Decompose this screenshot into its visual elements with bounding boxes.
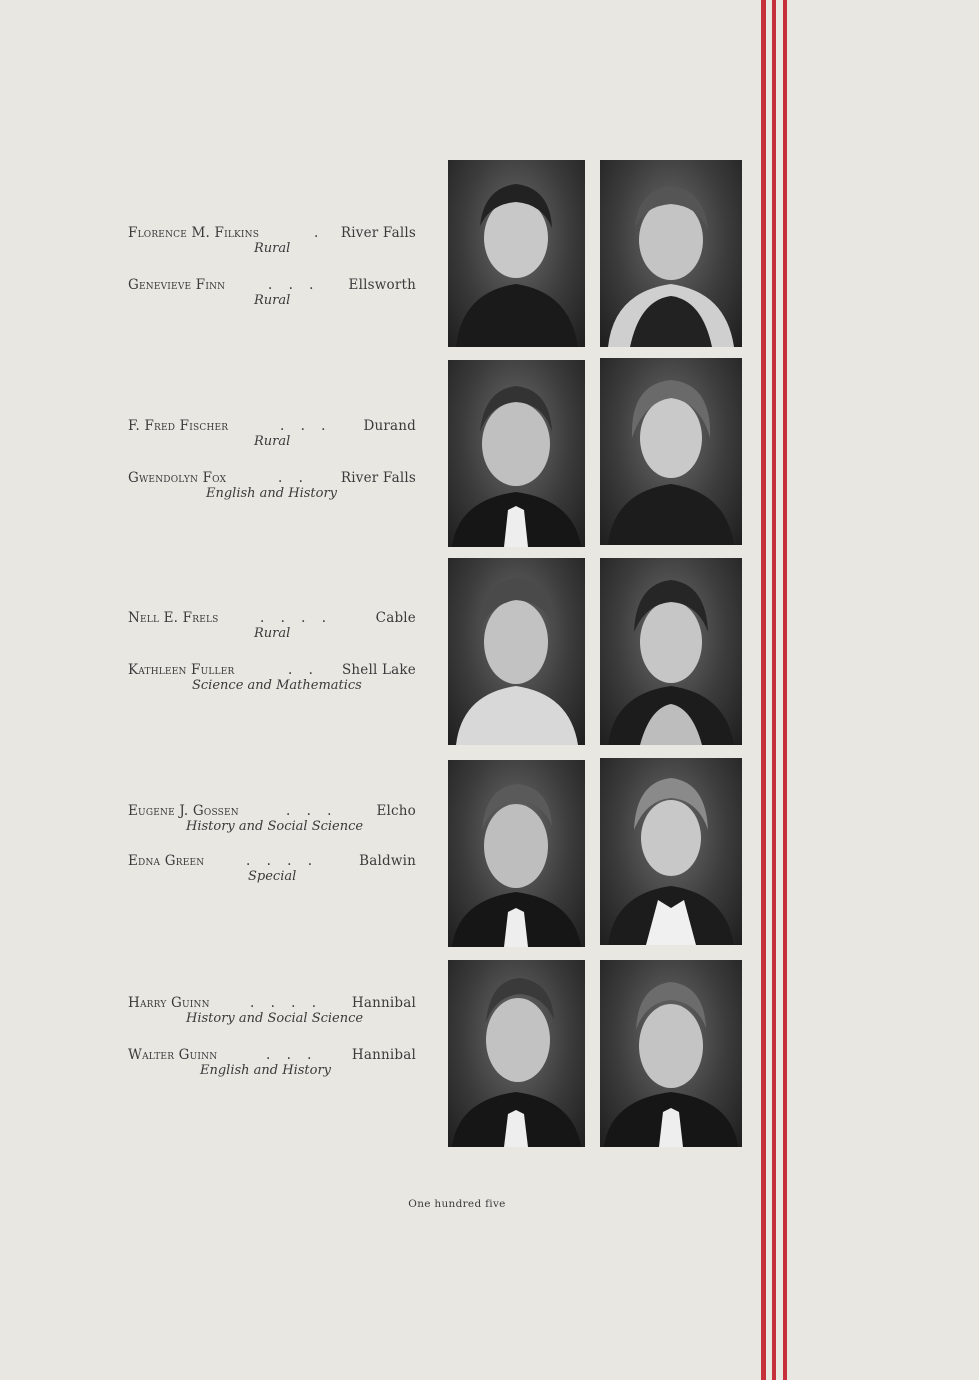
leader-dots: . . . [286, 803, 338, 819]
red-border-stripe-1 [761, 0, 766, 1380]
student-course: Rural [254, 434, 291, 449]
student-entry [128, 225, 416, 256]
portrait-photo [448, 760, 585, 947]
leader-dots: . . . [280, 418, 332, 434]
student-hometown: Ellsworth [348, 277, 416, 293]
student-course: English and History [206, 486, 338, 501]
student-hometown: Shell Lake [341, 662, 416, 678]
student-name: Florence M. Filkins [128, 225, 260, 241]
student-hometown: Hannibal [351, 995, 416, 1011]
leader-dots: . . . . [246, 853, 319, 869]
portrait-photo [448, 558, 585, 745]
student-entry [128, 853, 416, 884]
student-course: Rural [254, 626, 291, 641]
student-hometown: Hannibal [351, 1047, 416, 1063]
leader-dots: . . . [266, 1047, 318, 1063]
student-course: Science and Mathematics [192, 678, 362, 693]
student-name: Harry Guinn [128, 995, 210, 1011]
student-name: Edna Green [128, 853, 205, 869]
student-hometown: Elcho [376, 803, 416, 819]
student-entry [128, 803, 416, 834]
portrait-photo [600, 558, 742, 745]
student-entry [128, 662, 416, 693]
student-entry [128, 1047, 416, 1078]
student-course: History and Social Science [186, 819, 364, 834]
student-hometown: Cable [375, 610, 416, 626]
portrait-photo [600, 960, 742, 1147]
leader-dots: . . [288, 662, 319, 678]
student-name: F. Fred Fischer [128, 418, 229, 434]
page-number: One hundred five [408, 1198, 506, 1210]
leader-dots: . [314, 225, 325, 241]
student-hometown: Baldwin [359, 853, 416, 869]
student-name: Eugene J. Gossen [128, 803, 239, 819]
leader-dots: . . . . [250, 995, 323, 1011]
student-entry [128, 610, 416, 641]
student-course: Special [248, 869, 297, 884]
leader-dots: . . . [268, 277, 320, 293]
leader-dots: . . [278, 470, 309, 486]
student-name: Walter Guinn [128, 1047, 218, 1063]
red-border-stripe-2 [772, 0, 776, 1380]
student-hometown: River Falls [340, 470, 416, 486]
portrait-photo [600, 358, 742, 545]
student-name: Genevieve Finn [128, 277, 226, 293]
portrait-photo [448, 160, 585, 347]
student-name: Nell E. Frels [128, 610, 219, 626]
portrait-photo [448, 360, 585, 547]
student-hometown: Durand [363, 418, 416, 434]
student-entry [128, 277, 416, 308]
student-course: English and History [200, 1063, 332, 1078]
leader-dots: . . . . [260, 610, 333, 626]
portrait-photo [600, 758, 742, 945]
student-entry [128, 470, 416, 501]
student-course: Rural [254, 293, 291, 308]
student-name: Gwendolyn Fox [128, 470, 227, 486]
student-name: Kathleen Fuller [128, 662, 235, 678]
student-course: Rural [254, 241, 291, 256]
student-course: History and Social Science [186, 1011, 364, 1026]
student-entry [128, 418, 416, 449]
student-entry [128, 995, 416, 1026]
portrait-photo [600, 160, 742, 347]
portrait-photo [448, 960, 585, 1147]
red-border-stripe-3 [783, 0, 787, 1380]
student-hometown: River Falls [340, 225, 416, 241]
